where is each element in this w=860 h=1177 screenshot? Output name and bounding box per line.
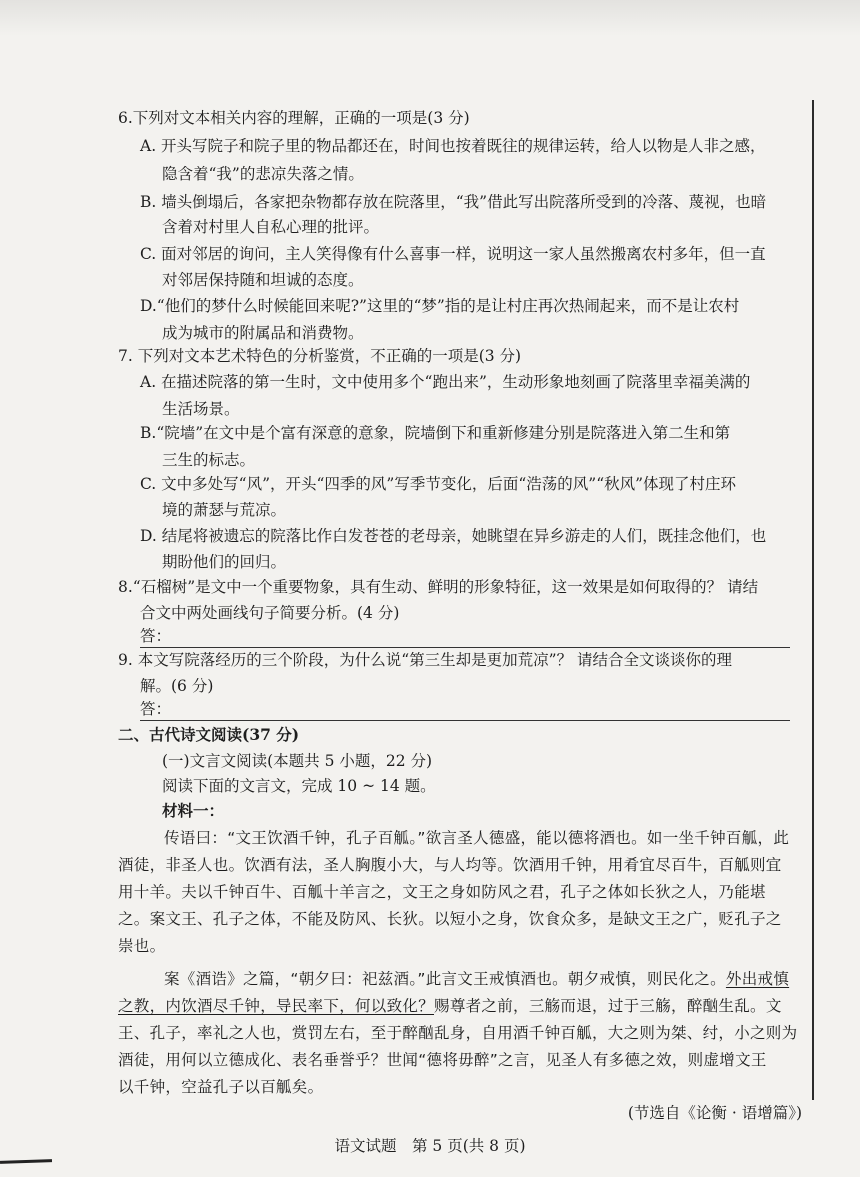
scan-shadow — [0, 0, 860, 36]
page-footer: 语文试题 第 5 页(共 8 页) — [334, 1137, 526, 1155]
q6-option-a-cont: 隐含着“我”的悲凉失落之情。 — [162, 165, 364, 183]
q6-option-d-cont: 成为城市的附属品和消费物。 — [162, 324, 364, 342]
q8-answer-label: 答： — [140, 627, 172, 645]
q8-stem-cont: 合文中两处画线句子简要分析。(4 分) — [140, 604, 400, 622]
q9-answer-label: 答： — [140, 700, 172, 718]
q9-stem: 9. 本文写院落经历的三个阶段，为什么说“第三生却是更加荒凉”？ 请结合全文谈谈你的理 — [118, 651, 732, 669]
source-citation: (节选自《论衡 · 语增篇》) — [627, 1104, 802, 1122]
q7-option-b-cont: 三生的标志。 — [162, 451, 256, 469]
passage-text: 案《酒诰》之篇，“朝夕曰：祀兹酒。”此言文王戒慎酒也。朝夕戒慎，则民化之。 — [164, 970, 726, 988]
q8-answer-line[interactable] — [140, 625, 790, 648]
q6-option-b-cont: 含着对村里人自私心理的批评。 — [162, 218, 380, 236]
q9-stem-cont: 解。(6 分) — [140, 677, 214, 695]
passage-line — [118, 966, 844, 993]
q6-option-c: C. 面对邻居的询问，主人笑得像有什么喜事一样，说明这一家人虽然搬离农村多年，但一直 — [140, 245, 766, 263]
q7-option-c: C. 文中多处写“风”，开头“四季的风”写季节变化，后面“浩荡的风”“秋风”体现了村庄环 — [140, 475, 737, 493]
passage-line: 酒徒，非圣人也。饮酒有法，圣人胸腹小大，与人均等。饮酒用千钟，用肴宜尽百牛，百觚则宜 — [118, 856, 782, 874]
corner-mark — [0, 1159, 52, 1164]
q7-option-a: A. 在描述院落的第一生时，文中使用多个“跑出来”，生动形象地刻画了院落里幸福美满的 — [140, 373, 751, 391]
q7-option-d: D. 结尾将被遗忘的院落比作白发苍苍的老母亲，她眺望在异乡游走的人们，既挂念他们，也 — [140, 527, 767, 545]
passage-text: 赐尊者之前，三觞而退，过于三觞，醉酗生乱。文 — [434, 997, 782, 1015]
q7-stem: 7. 下列对文本艺术特色的分析鉴赏，不正确的一项是(3 分) — [118, 347, 522, 365]
q7-option-c-cont: 境的萧瑟与荒凉。 — [162, 501, 287, 519]
passage-line: 以千钟，空益孔子以百觚矣。 — [118, 1078, 324, 1096]
q7-option-a-cont: 生活场景。 — [162, 400, 240, 418]
subsection-title: (一)文言文阅读(本题共 5 小题，22 分) — [162, 752, 433, 770]
passage-line: 传语曰：“文王饮酒千钟，孔子百觚。”欲言圣人德盛，能以德将酒也。如一坐千钟百觚，此 — [164, 829, 790, 847]
q7-option-b: B.“院墙”在文中是个富有深意的意象，院墙倒下和重新修建分别是院落进入第二生和第 — [140, 424, 731, 442]
underlined-sentence: 之教，内饮酒尽千钟，导民率下，何以致化？ — [118, 997, 435, 1015]
passage-line: 酒徒，用何以立德成化、表名垂誉乎？世闻“德将毋醉”之言，见圣人有多德之效，则虚增文王 — [118, 1051, 767, 1069]
q6-option-d: D.“他们的梦什么时候能回来呢?”这里的“梦”指的是让村庄再次热闹起来，而不是让农村 — [140, 297, 740, 315]
underlined-sentence: 外出戒慎 — [725, 970, 790, 988]
q6-option-a: A. 开头写院子和院子里的物品都还在，时间也按着既往的规律运转，给人以物是人非之感， — [140, 137, 766, 155]
material-label: 材料一： — [162, 801, 225, 820]
passage-line: 王、孔子，率礼之人也，赏罚左右，至于醉酗乱身，自用酒千钟百觚，大之则为桀、纣，小之则为 — [118, 1024, 798, 1042]
q6-option-c-cont: 对邻居保持随和坦诚的态度。 — [162, 271, 364, 289]
page-edge-line — [812, 100, 814, 1100]
section-title: 二、古代诗文阅读(37 分) — [118, 725, 300, 744]
q6-option-b: B. 墙头倒塌后，各家把杂物都存放在院落里，“我”借此写出院落所受到的冷落、蔑视，也暗 — [140, 193, 767, 211]
passage-line — [118, 993, 798, 1020]
q6-stem: 6.下列对文本相关内容的理解，正确的一项是(3 分) — [118, 109, 470, 127]
q9-answer-line[interactable] — [140, 698, 790, 721]
q8-stem: 8.“石榴树”是文中一个重要物象，具有生动、鲜明的形象特征，这一效果是如何取得的？ 请结 — [118, 578, 759, 596]
passage-line: 用十羊。夫以千钟百牛、百觚十羊言之，文王之身如防风之君，孔子之体如长狄之人，乃能堪 — [118, 883, 766, 901]
passage-line: 崇也。 — [118, 937, 166, 955]
passage-line: 之。案文王、孔子之体，不能及防风、长狄。以短小之身，饮食众多，是缺文王之广，贬孔子之 — [118, 910, 782, 928]
q7-option-d-cont: 期盼他们的回归。 — [162, 553, 287, 571]
reading-instruction: 阅读下面的文言文，完成 10 ~ 14 题。 — [162, 777, 436, 795]
